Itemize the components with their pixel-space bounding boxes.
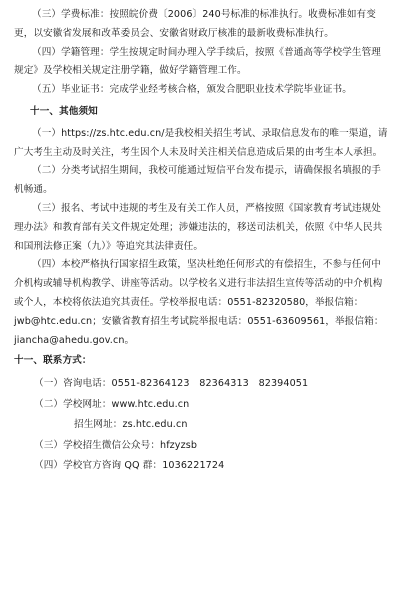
- graduation-certificate-paragraph: （五）毕业证书：完成学业经考核合格，颁发合肥职业技术学院毕业证书。: [32, 84, 352, 96]
- report-contact-paragraph: （四）本校严格执行国家招生政策，坚决杜绝任何形式的有偿招生，不参与任何中介机构或辅导机构教学、讲座等活动。以学校名义进行非法招生宣传等活动的中介机构或个人，本校将依法追究其责任。学校举报电话：0551-82320580，举报信箱：jwb@htc.edu.cn；安徽省教育招生考试院举报电话：0551-63609561，举报信箱：jiancha@ahedu.gov.cn。: [14, 259, 384, 346]
- contact-phone: （一）咨询电话：0551-82364123 82364313 82394051: [34, 378, 309, 390]
- tuition-standard-paragraph: （三）学费标准：按照皖价费〔2006〕240号标准的标准执行。收费标准如有变更，以安徽省发展和改革委员会、安徽省财政厅核准的最新收费标准执行。: [14, 9, 376, 39]
- contact-qq-group: （四）学校官方咨询 QQ 群：1036221724: [34, 460, 225, 472]
- student-status-paragraph: （四）学籍管理：学生按规定时间办理入学手续后，按照《普通高等学校学生管理规定》及学校相关规定注册学籍，做好学籍管理工作。: [14, 46, 381, 77]
- contact-admissions-website: 招生网址：zs.htc.edu.cn: [74, 419, 188, 431]
- contact-school-website: （二）学校网址：www.htc.edu.cn: [34, 398, 190, 410]
- sms-notice-paragraph: （二）分类考试招生期间，我校可能通过短信平台发布提示，请确保报名填报的手机畅通。: [14, 165, 381, 196]
- contact-heading: 十一、联系方式：: [14, 355, 92, 367]
- violation-handling-paragraph: （三）报名、考试中违规的考生及有关工作人员，严格按照《国家教育考试违规处理办法》和教育部有关文件规定处理；涉嫌违法的，移送司法机关，依照《中华人民共和国刑法修正案（九）》等追究其法律责任。: [14, 202, 383, 252]
- other-notes-heading: 十一、其他须知: [30, 105, 98, 117]
- contact-wechat: （三）学校招生微信公众号：hfzyzsb: [34, 439, 198, 451]
- notice-channel-paragraph: （一）https://zs.htc.edu.cn/是我校相关招生考试、录取信息发布的唯一渠道，请广大考生主动及时关注，考生因个人未及时关注相关信息造成后果的由考生本人承担。: [14, 127, 388, 158]
